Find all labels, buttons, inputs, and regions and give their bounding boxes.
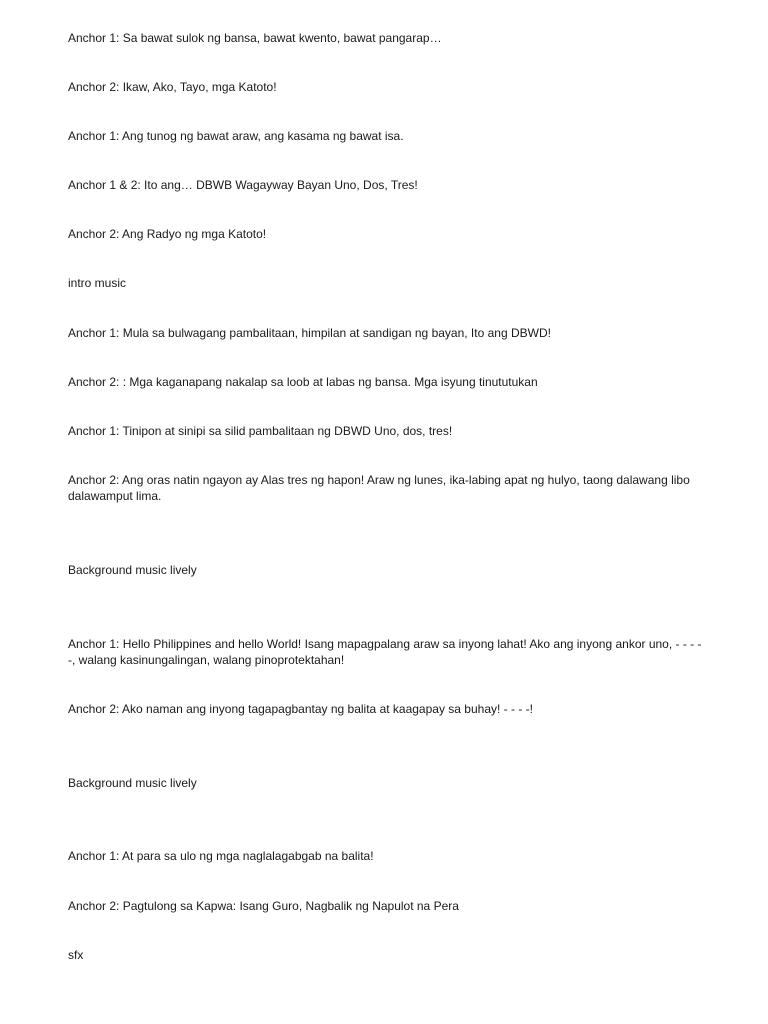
- script-line: Anchor 1: Mula sa bulwagang pambalitaan, himpilan at sandigan ng bayan, Ito ang DBWD!: [68, 326, 551, 340]
- script-line: sfx: [68, 948, 84, 962]
- script-line: Anchor 2: : Mga kaganapang nakalap sa loob at labas ng bansa. Mga isyung tinututukan: [68, 375, 538, 389]
- script-line: Anchor 1: At para sa ulo ng mga naglalagabgab na balita!: [68, 849, 374, 863]
- script-line: Background music lively: [68, 563, 197, 577]
- script-line: intro music: [68, 276, 127, 290]
- script-line: Anchor 1: Tinipon at sinipi sa silid pambalitaan ng DBWD Uno, dos, tres!: [68, 424, 453, 438]
- script-line: Anchor 1: Sa bawat sulok ng bansa, bawat kwento, bawat pangarap…: [68, 31, 442, 45]
- script-line: Anchor 2: Ikaw, Ako, Tayo, mga Katoto!: [68, 80, 277, 94]
- script-line: Anchor 2: Pagtulong sa Kapwa: Isang Guro, Nagbalik ng Napulot na Pera: [68, 899, 459, 913]
- script-line: Anchor 1 & 2: Ito ang… DBWB Wagayway Bayan Uno, Dos, Tres!: [68, 178, 418, 192]
- script-line: Anchor 2: Ako naman ang inyong tagapagbantay ng balita at kaagapay sa buhay! - - - -!: [68, 702, 533, 716]
- script-line: Anchor 2: Ang Radyo ng mga Katoto!: [68, 227, 267, 241]
- script-line: Background music lively: [68, 776, 197, 790]
- script-line: Anchor 1: Hello Philippines and hello World! Isang mapagpalang araw sa inyong lahat! Ako ang inyong ankor uno, - - - - -, walang kasinungalingan, walang pinoprotektahan!: [68, 637, 702, 667]
- script-line: Anchor 1: Ang tunog ng bawat araw, ang kasama ng bawat isa.: [68, 129, 404, 143]
- script-line: Anchor 2: Ang oras natin ngayon ay Alas tres ng hapon! Araw ng lunes, ika-labing apat ng hulyo, taong dalawang libo dalawamput lima.: [68, 473, 690, 503]
